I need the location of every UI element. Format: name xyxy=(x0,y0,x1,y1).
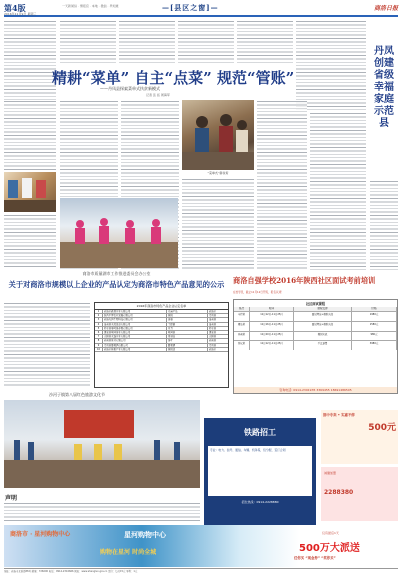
school-ad-cell: 冲刺班 xyxy=(234,332,250,341)
product-table-cell: 商洛市核桃产业有限公司 xyxy=(103,348,167,351)
product-table-cell: 天麻产品 xyxy=(167,310,208,313)
franchise-tag: 诚邀加盟 xyxy=(324,471,337,475)
product-table-cell: 丹凤县 xyxy=(209,314,217,318)
school-ad-box-title: 社区面试课程 xyxy=(305,302,326,306)
mall-banner-ad[interactable] xyxy=(4,525,398,567)
declaration-text xyxy=(4,502,200,522)
article-left-col xyxy=(4,20,56,100)
product-table-cell: 香菇 xyxy=(167,318,208,321)
school-ad-cell: 精品班 xyxy=(234,322,250,331)
product-table-cell: 8 xyxy=(95,339,103,342)
header-ticker: 一天新闻纵 · 情报官 · 本地 · 微信 · 早知道 xyxy=(62,4,119,8)
mall-banner-left: 商洛市 · 星河购物中心 xyxy=(10,531,71,538)
product-table-cell: 丹凤县 xyxy=(209,343,217,347)
school-ad-row xyxy=(234,340,397,350)
railway-recruit-body: 专业：电力、信号、通信、车辆、机务等，包分配、签订合同 xyxy=(208,446,312,496)
product-table xyxy=(94,302,229,388)
article-left-col-2 xyxy=(4,100,56,170)
product-section-header xyxy=(4,271,229,290)
product-table-cell: 柞水县秦岭泉养殖有限公司 xyxy=(103,327,167,330)
product-table-cell: 山阳县天蓬实业有限公司 xyxy=(103,335,167,338)
product-table-cell: 洛南县 xyxy=(209,322,217,326)
article-top-col-5 xyxy=(296,20,366,110)
product-table-cell: 山阳县 xyxy=(209,335,217,339)
product-table-cell: 镇安县 xyxy=(209,330,217,334)
mall-banner-right-small: 仅有最后1天 xyxy=(322,531,339,535)
article-top-col-4 xyxy=(237,20,293,65)
product-table-cell: 商洛市 xyxy=(209,310,217,313)
school-ad-cell: 11月20日-11月25日 xyxy=(250,332,294,341)
railway-recruit-phone: 招生热线：0914-2228880 xyxy=(241,500,279,504)
franchise-phone: 2288380 xyxy=(324,489,354,496)
product-section-title: 关于对商洛市规模以上企业的产品认定为商洛市特色产品意见的公示 xyxy=(8,280,225,289)
product-table-cell: 1 xyxy=(95,310,103,313)
feature-photo xyxy=(182,100,254,170)
product-table-cell: 10 xyxy=(95,348,103,351)
school-ad-notice: 在校学员，截止11月12日开班，报名从速！ xyxy=(233,291,284,294)
product-table-cell: 4 xyxy=(95,323,103,326)
pillar-article xyxy=(370,180,398,270)
product-table-cell: 核桃 xyxy=(167,314,208,317)
shop-promo-text: 郎中专卖 • 实惠不停 xyxy=(323,413,355,417)
school-ad-contact: 咨询电话: 0914-2391935 3369455 18691486505 xyxy=(234,387,397,393)
product-table-cell: 6 xyxy=(95,331,103,334)
article-top-col-2 xyxy=(119,20,175,65)
school-ad-cell: 1980元 xyxy=(352,312,397,321)
product-table-cell: 陕西中博农业发展有限公司 xyxy=(103,314,167,317)
declaration-heading: 声明 xyxy=(5,495,18,502)
mall-banner-slogan: 购物在星河 时尚全城 xyxy=(100,549,157,556)
railway-recruit-ad[interactable] xyxy=(204,418,316,526)
feature-headline: 精耕“菜单” 自主“点菜” 规范“管账” xyxy=(52,69,295,87)
feature-col-5 xyxy=(310,112,366,270)
school-ad-header-cell: 课程安排 xyxy=(294,307,352,311)
product-table-cell: 核桃油 xyxy=(167,348,208,351)
school-ad-cell: 协议班 xyxy=(234,341,250,350)
school-ad-cell: 3980元 xyxy=(352,341,397,350)
festival-crowd-icon xyxy=(4,400,200,488)
school-ad-cell: 模拟实战 xyxy=(294,332,352,341)
product-table-cell: 商洛天润生物科技有限公司 xyxy=(103,318,167,321)
product-table-cell: 肉制品 xyxy=(167,335,208,338)
product-table-row xyxy=(95,348,228,352)
product-table-cell: 商南县茶业有限公司 xyxy=(103,339,167,342)
school-ad-cell: 11月12日-11月25日 xyxy=(250,341,294,350)
product-table-cell: 丹凤县葡萄酒有限公司 xyxy=(103,344,167,347)
festival-photo xyxy=(4,400,200,488)
page-header xyxy=(4,3,398,17)
product-table-cell: 葡萄酒 xyxy=(167,344,208,347)
product-table-cell: 2 xyxy=(95,314,103,317)
product-table-cell: 商洛市鑫源实业有限公司 xyxy=(103,310,167,313)
school-ad-title: 商洛自强学校2016年陕西社区面试考前培训 xyxy=(233,276,376,285)
product-table-cell: 象园茶 xyxy=(167,331,208,334)
school-ad-row xyxy=(234,331,397,341)
mid-story-photo xyxy=(4,172,56,212)
mall-banner-center: 星河购物中心 xyxy=(124,530,166,539)
product-table-cell: 洛南县 xyxy=(209,318,217,322)
feature-col-3 xyxy=(182,178,254,270)
school-ad-header-cell: 班次 xyxy=(234,307,250,311)
issue-date: 2016年11月9日 星期三 xyxy=(4,12,37,16)
masthead-logo: 商洛日报 xyxy=(373,5,398,12)
school-ad-header-cell: 价格 xyxy=(352,307,397,311)
product-table-cell: 7 xyxy=(95,335,103,338)
mall-banner-right-big: 500万大派送 xyxy=(299,543,360,554)
school-ad-row xyxy=(234,311,397,321)
page-number: 第4版 xyxy=(4,3,26,13)
school-ad-cell: 面试理论+模拟实战 xyxy=(294,312,352,321)
feature-byline: 记者 张 拓 周海军 xyxy=(146,93,170,97)
shop-promo-ad[interactable] xyxy=(321,410,398,464)
school-ad-cell: 11月12日-11月25日 xyxy=(250,312,294,321)
pillar-headline: 丹凤创建省级幸福家庭示范县 xyxy=(374,46,394,129)
school-ad-box xyxy=(233,299,398,394)
school-ad-cell: 1580元 xyxy=(352,322,397,331)
mall-banner-right-line: 任你买 “现金券” “奖你买” xyxy=(294,556,336,560)
school-ad-cell: 11月16日-11月25日 xyxy=(250,322,294,331)
dancers-photo-icon xyxy=(60,198,178,268)
product-table-cell: 茶叶 xyxy=(167,339,208,342)
feature-photo-caption: “菜单式”新扶贫 xyxy=(207,171,229,175)
product-table-cell: 镇安县象园茶业有限公司 xyxy=(103,331,167,334)
shop-promo-price: 500元 xyxy=(368,423,396,433)
mid-left-col xyxy=(4,214,56,269)
article-top-col-1 xyxy=(60,20,116,65)
product-section-pretitle: 商洛市质量湖市工作推进委员会办公室 xyxy=(82,271,151,276)
product-table-caption: 2016年商洛市特色产品企业认定名单 xyxy=(95,303,228,310)
festival-band-title: 沙河子镇第八届红色旅游文化节 xyxy=(49,392,105,397)
right-ad-column xyxy=(321,410,398,522)
feature-col-4 xyxy=(257,100,307,270)
product-table-cell: 柞水县 xyxy=(209,326,217,330)
school-ad-cell: 不过退费 xyxy=(294,341,352,350)
product-table-cell: 土蜂蜜 xyxy=(167,323,208,326)
feature-subtitle: ——丹凤县探索菜单式扶贫新模式 xyxy=(100,86,160,91)
product-table-cell: 商洛市 xyxy=(209,347,217,351)
school-ad-cell: 980元 xyxy=(352,332,397,341)
product-table-cell: 商南县 xyxy=(209,339,217,343)
school-ad-cell: 面试理论+模拟实战 xyxy=(294,322,352,331)
school-ad-header-cell: 时间 xyxy=(250,307,294,311)
school-ad-row xyxy=(234,321,397,331)
product-table-cell: 木耳 xyxy=(167,327,208,330)
school-ad-header-row xyxy=(234,307,397,311)
section-title: —[县区之窗]— xyxy=(162,3,219,12)
people-photo-icon xyxy=(182,100,254,170)
product-table-cell: 洛南县天然食品有限公司 xyxy=(103,323,167,326)
school-ad-cell: 全程班 xyxy=(234,312,250,321)
product-table-cell: 9 xyxy=(95,344,103,347)
page-footer: 地址：商洛市北新街88号 邮编：726000 电话：0914-2316666 网址：www.shangluo.gov.cn 定价：每月15元 零售：1元 xyxy=(4,568,398,574)
meeting-photo-icon xyxy=(4,172,56,212)
product-text-col xyxy=(4,302,90,388)
product-table-cell: 5 xyxy=(95,327,103,330)
product-table-cell: 3 xyxy=(95,318,103,321)
article-top-col-3 xyxy=(178,20,234,65)
railway-recruit-title: 铁路招工 xyxy=(244,427,276,437)
franchise-ad[interactable] xyxy=(321,467,398,521)
mid-band-photo xyxy=(60,198,178,268)
